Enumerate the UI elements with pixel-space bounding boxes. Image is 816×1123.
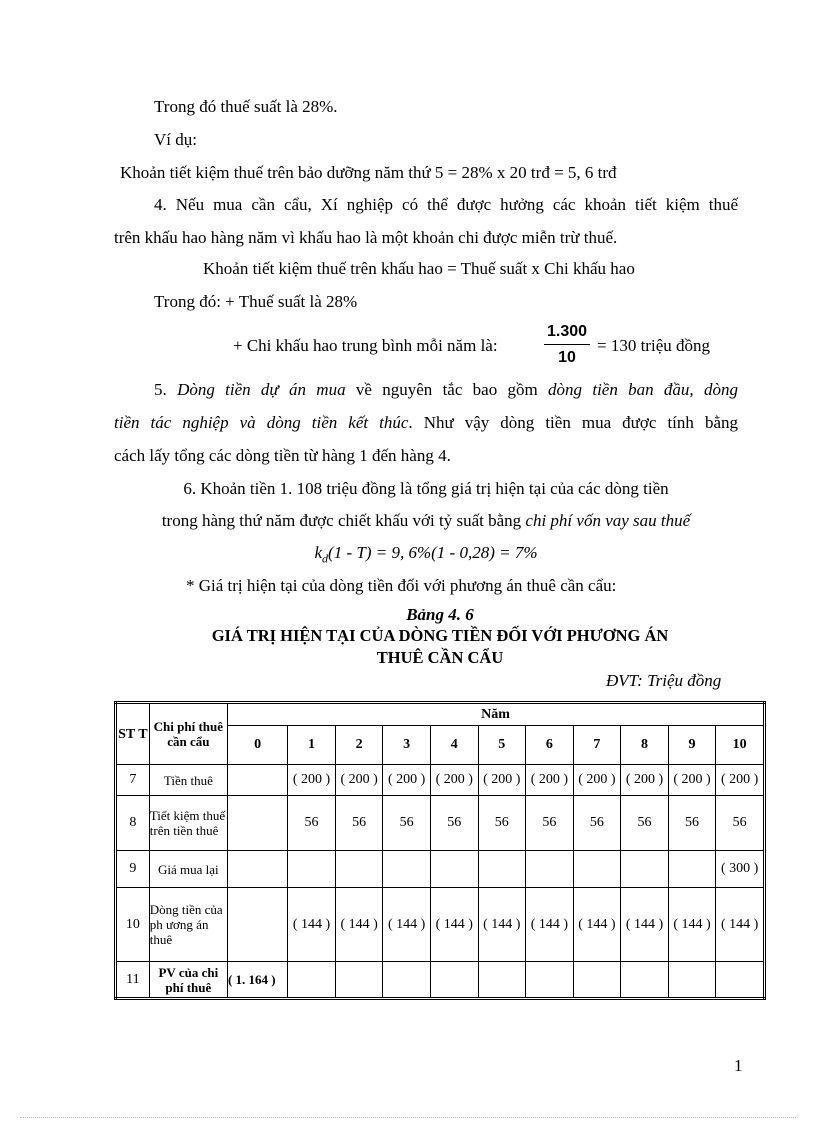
row-value: 56	[716, 796, 765, 851]
paragraph-item5-line1	[154, 379, 738, 401]
header-year: Năm	[227, 703, 764, 726]
formula-sub: d	[322, 551, 329, 566]
formula-depreciation-saving: Khoản tiết kiệm thuế trên khấu hao = Thuế suất x Chi khấu hao	[203, 259, 635, 278]
formula-k: k	[314, 543, 323, 562]
row-label: Dòng tiền của ph ương án thuê	[149, 888, 227, 962]
row-value: ( 200 )	[573, 765, 621, 796]
table-row	[116, 765, 765, 796]
row-value: ( 144 )	[430, 888, 478, 962]
paragraph-item4-line1: 4. Nếu mua cần cẩu, Xí nghiệp có thể được hưởng các khoản tiết kiệm thuế	[154, 195, 738, 214]
row-value	[335, 851, 383, 888]
row-value	[430, 962, 478, 999]
item5-text2: . Như vậy dòng tiền mua được tính bằng	[408, 413, 738, 432]
row-value: ( 144 )	[383, 888, 431, 962]
row-value: 56	[573, 796, 621, 851]
row-value: ( 200 )	[478, 765, 526, 796]
row-value	[227, 888, 287, 962]
year-cell: 5	[478, 726, 526, 765]
page-footer-divider	[20, 1117, 796, 1118]
row-value	[478, 962, 526, 999]
row-stt: 7	[116, 765, 150, 796]
row-stt: 8	[116, 796, 150, 851]
year-cell: 8	[621, 726, 669, 765]
row-label: Giá mua lại	[149, 851, 227, 888]
item5-term2: dòng tiền ban đầu, dòng	[548, 380, 738, 399]
row-value: ( 144 )	[335, 888, 383, 962]
item6-term: chi phí vốn vay sau thuế	[525, 511, 691, 530]
row-value	[288, 962, 336, 999]
row-value: 56	[621, 796, 669, 851]
row-value	[383, 851, 431, 888]
row-value	[716, 962, 765, 999]
paragraph-pv-intro: * Giá trị hiện tại của dòng tiền đối với phương án thuê cần cẩu:	[186, 576, 617, 595]
formula-kd	[114, 542, 738, 569]
row-label: Tiền thuê	[149, 765, 227, 796]
row-stt: 10	[116, 888, 150, 962]
table-row	[116, 851, 765, 888]
row-value: 56	[430, 796, 478, 851]
row-value	[621, 962, 669, 999]
row-label: PV của chi phí thuê	[149, 962, 227, 999]
table-row	[116, 888, 765, 962]
table-row	[116, 962, 765, 999]
item5-number: 5.	[154, 380, 178, 399]
row-value	[430, 851, 478, 888]
table-header-row	[116, 703, 765, 726]
row-value: ( 144 )	[621, 888, 669, 962]
row-value: ( 200 )	[621, 765, 669, 796]
fraction-denominator: 10	[558, 349, 576, 366]
row-value	[526, 851, 574, 888]
row-value: 56	[335, 796, 383, 851]
header-stt: ST T	[116, 703, 150, 765]
table-title-line2: THUÊ CẦN CẨU	[376, 648, 504, 667]
row-value: ( 200 )	[383, 765, 431, 796]
paragraph-item5-line2	[114, 412, 738, 434]
row-value	[227, 796, 287, 851]
row-value	[227, 851, 287, 888]
paragraph-where: Trong đó: + Thuế suất là 28%	[154, 292, 358, 311]
fraction	[544, 323, 590, 367]
paragraph-example: Khoản tiết kiệm thuế trên bảo dưỡng năm thứ 5 = 28% x 20 trđ = 5, 6 trđ	[120, 163, 617, 182]
row-stt: 9	[116, 851, 150, 888]
row-value: ( 200 )	[288, 765, 336, 796]
row-value	[668, 851, 716, 888]
row-value: 56	[526, 796, 574, 851]
row-value: ( 1. 164 )	[227, 962, 287, 999]
row-value	[227, 765, 287, 796]
year-cell: 4	[430, 726, 478, 765]
pv-table	[114, 701, 766, 1000]
table-title-line1: GIÁ TRỊ HIỆN TẠI CỦA DÒNG TIỀN ĐỐI VỚI PHƯƠNG ÁN	[211, 626, 669, 645]
paragraph-item6-line1: 6. Khoản tiền 1. 108 triệu đồng là tổng giá trị hiện tại của các dòng tiền	[183, 479, 669, 498]
paragraph-item6-line2	[114, 510, 738, 532]
row-value: ( 200 )	[335, 765, 383, 796]
item5-term3: tiền tác nghiệp và dòng tiền kết thúc	[114, 413, 409, 432]
row-value: ( 200 )	[526, 765, 574, 796]
row-value	[573, 851, 621, 888]
row-stt: 11	[116, 962, 150, 999]
table-unit: ĐVT: Triệu đồng	[606, 671, 722, 690]
paragraph-item5-line3: cách lấy tổng các dòng tiền từ hàng 1 đến hàng 4.	[114, 446, 451, 465]
paragraph-item4-line2: trên khấu hao hàng năm vì khấu hao là một khoản chi được miễn trừ thuế.	[114, 228, 618, 247]
table-row	[116, 796, 765, 851]
row-label: Tiết kiệm thuế trên tiền thuê	[149, 796, 227, 851]
row-value: 56	[288, 796, 336, 851]
fraction-numerator: 1.300	[544, 323, 590, 345]
formula-rest: (1 - T) = 9, 6%(1 - 0,28) = 7%	[328, 543, 538, 562]
row-value	[668, 962, 716, 999]
row-value: ( 144 )	[573, 888, 621, 962]
page-number: 1	[734, 1056, 743, 1075]
row-value: ( 200 )	[716, 765, 765, 796]
item6-text: trong hàng thứ năm được chiết khấu với tỷ suất bằng	[161, 511, 526, 530]
year-cell: 0	[227, 726, 287, 765]
year-cell: 9	[668, 726, 716, 765]
row-value: 56	[478, 796, 526, 851]
row-value: ( 144 )	[716, 888, 765, 962]
year-cell: 6	[526, 726, 574, 765]
table-number: Bảng 4. 6	[406, 605, 474, 624]
header-item: Chi phí thuê cần cẩu	[149, 703, 227, 765]
row-value	[288, 851, 336, 888]
row-value: ( 200 )	[668, 765, 716, 796]
year-cell: 10	[716, 726, 765, 765]
row-value: ( 200 )	[430, 765, 478, 796]
paragraph-example-label: Ví dụ:	[154, 130, 197, 149]
row-value: ( 144 )	[478, 888, 526, 962]
paragraph-depreciation-prefix: + Chi khấu hao trung bình mỗi năm là:	[233, 336, 498, 355]
paragraph-depreciation-result: = 130 triệu đồng	[597, 336, 710, 355]
row-value: ( 300 )	[716, 851, 765, 888]
row-value: ( 144 )	[526, 888, 574, 962]
row-value	[478, 851, 526, 888]
year-cell: 7	[573, 726, 621, 765]
row-value	[526, 962, 574, 999]
year-cell: 3	[383, 726, 431, 765]
row-value	[335, 962, 383, 999]
item5-text: về nguyên tắc bao gồm	[345, 380, 549, 399]
row-value	[573, 962, 621, 999]
row-value: 56	[668, 796, 716, 851]
year-cell: 2	[335, 726, 383, 765]
row-value	[621, 851, 669, 888]
row-value	[383, 962, 431, 999]
year-cell: 1	[288, 726, 336, 765]
row-value: ( 144 )	[288, 888, 336, 962]
item5-term: Dòng tiền dự án mua	[177, 380, 346, 399]
paragraph-tax-rate: Trong đó thuế suất là 28%.	[154, 97, 338, 116]
row-value: ( 144 )	[668, 888, 716, 962]
row-value: 56	[383, 796, 431, 851]
